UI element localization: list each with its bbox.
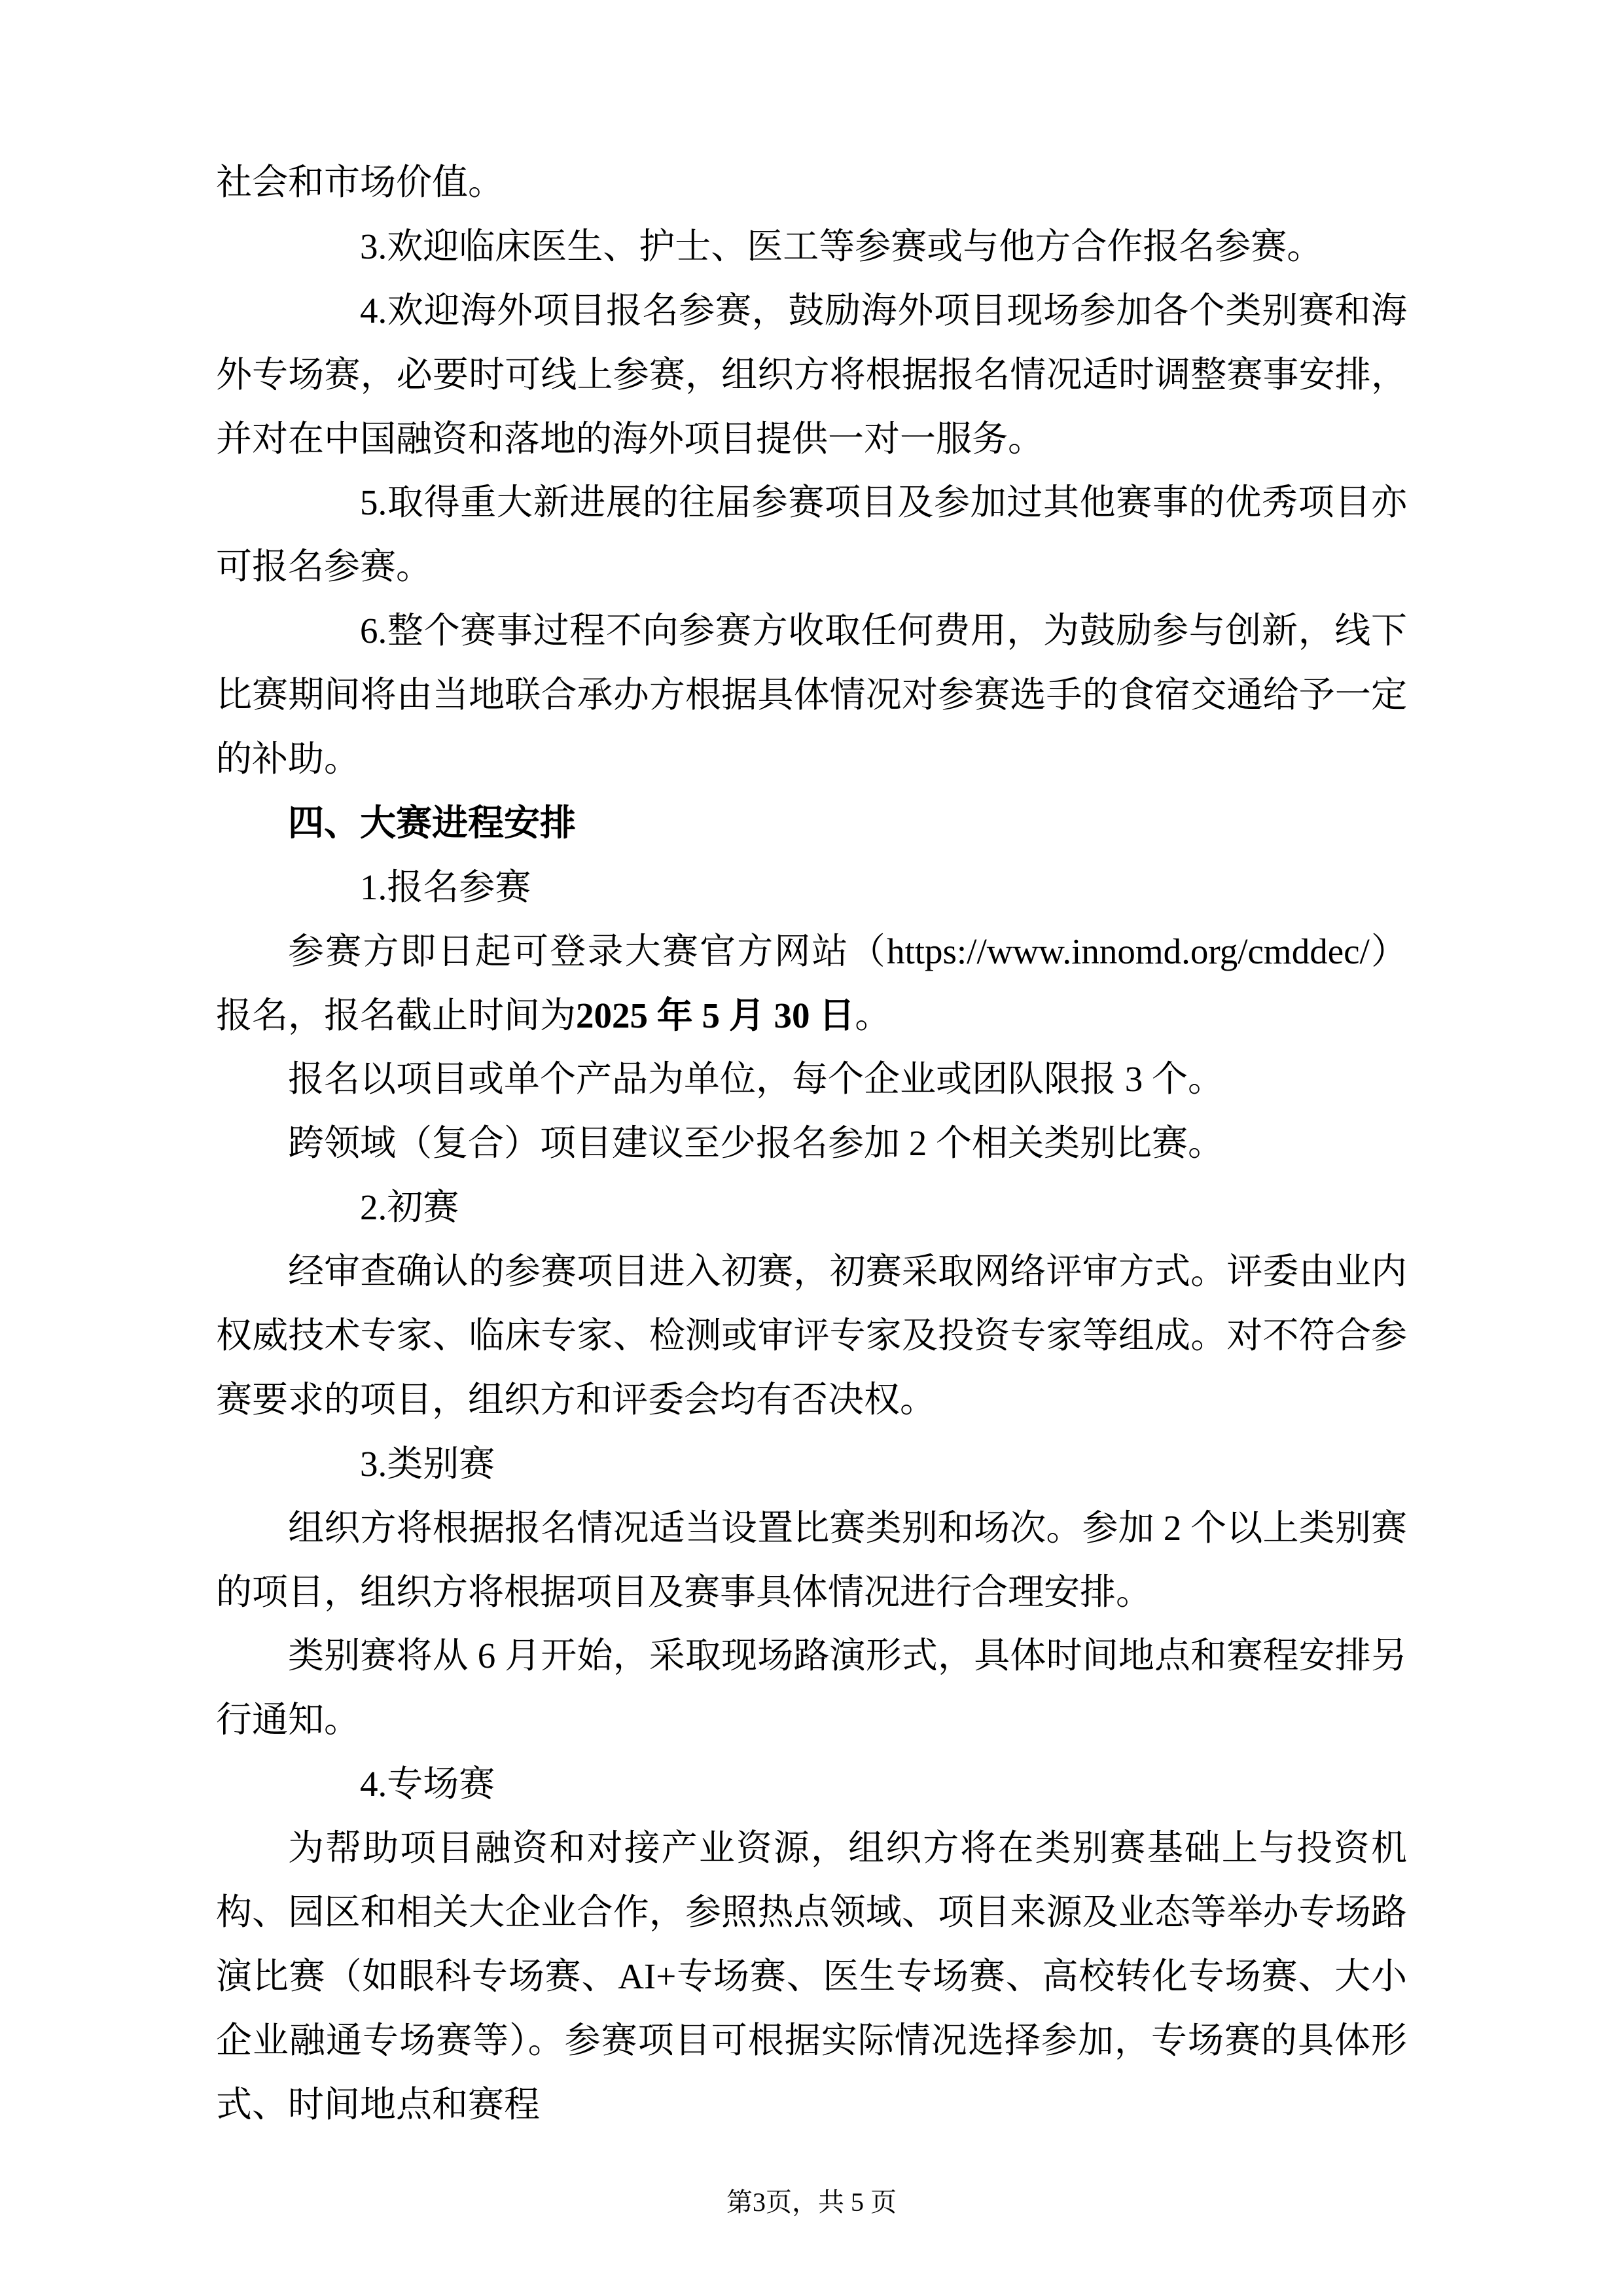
document-body (216, 151, 1407, 2137)
list-item-text: 欢迎临床医生、护士、医工等参赛或与他方合作报名参赛。 (387, 226, 1323, 266)
list-item-text: 整个赛事过程不向参赛方收取任何费用，为鼓励参与创新，线下比赛期间将由当地联合承办方根据具体情况对参赛选手的食宿交通给予一定的补助。 (216, 611, 1407, 780)
list-item (216, 1432, 1407, 1496)
paragraph-registration-url (216, 920, 1407, 1048)
list-number: 4. (360, 1764, 387, 1804)
list-number: 6. (360, 611, 387, 651)
list-item-text: 专场赛 (387, 1764, 495, 1804)
run-text: 参赛方即日起可登录大赛官方网站（ (288, 931, 887, 971)
list-item-text: 类别赛 (387, 1443, 495, 1484)
list-item (216, 279, 1407, 471)
list-number: 3. (360, 1443, 387, 1484)
list-item (216, 599, 1407, 791)
list-number: 3. (360, 226, 387, 266)
list-item-text: 欢迎海外项目报名参赛，鼓励海外项目现场参加各个类别赛和海外专场赛，必要时可线上参赛，组织方将根据报名情况适时调整赛事安排，并对在中国融资和落地的海外项目提供一对一服务。 (216, 290, 1407, 459)
list-item (216, 855, 1407, 920)
list-number: 2. (360, 1187, 387, 1228)
list-item (216, 1175, 1407, 1240)
list-item (216, 1752, 1407, 1816)
registration-deadline: 2025 年 5 月 30 日 (576, 995, 855, 1035)
run-text: 。 (855, 995, 891, 1035)
paragraph: 组织方将根据报名情况适当设置比赛类别和场次。参加 2 个以上类别赛的项目，组织方将根据项目及赛事具体情况进行合理安排。 (216, 1507, 1407, 1612)
paragraph: 类别赛将从 6 月开始，采取现场路演形式，具体时间地点和赛程安排另行通知。 (216, 1636, 1407, 1740)
paragraph: 经审查确认的参赛项目进入初赛，初赛采取网络评审方式。评委由业内权威技术专家、临床专家、检测或审评专家及投资专家等组成。对不符合参赛要求的项目，组织方和评委会均有否决权。 (216, 1251, 1407, 1420)
list-item-text: 取得重大新进展的往届参赛项目及参加过其他赛事的优秀项目亦可报名参赛。 (216, 482, 1407, 587)
registration-url[interactable]: https://www.innomd.org/cmddec/ (886, 931, 1370, 971)
run-text: ）报名，报名截止时间为 (216, 931, 1407, 1035)
paragraph: 跨领域（复合）项目建议至少报名参加 2 个相关类别比赛。 (288, 1123, 1224, 1164)
paragraph-continuation: 社会和市场价值。 (216, 162, 505, 202)
page-footer: 第3页，共 5 页 (726, 2187, 897, 2217)
list-number: 4. (360, 290, 387, 331)
list-item (216, 471, 1407, 599)
list-item-text: 报名参赛 (387, 867, 531, 907)
section-heading: 四、大赛进程安排 (288, 802, 577, 843)
list-number: 5. (360, 482, 387, 523)
paragraph: 为帮助项目融资和对接产业资源，组织方将在类别赛基础上与投资机构、园区和相关大企业合作，参照热点领域、项目来源及业态等举办专场路演比赛（如眼科专场赛、AI+专场赛、医生专场赛、高校转化专场赛、大小企业融通专场赛等）。参赛项目可根据实际情况选择参加，专场赛的具体形式、时间地点和赛程 (216, 1828, 1407, 2125)
list-item (216, 215, 1407, 279)
paragraph: 报名以项目或单个产品为单位，每个企业或团队限报 3 个。 (288, 1059, 1224, 1100)
list-item-text: 初赛 (387, 1187, 459, 1228)
list-number: 1. (360, 867, 387, 907)
